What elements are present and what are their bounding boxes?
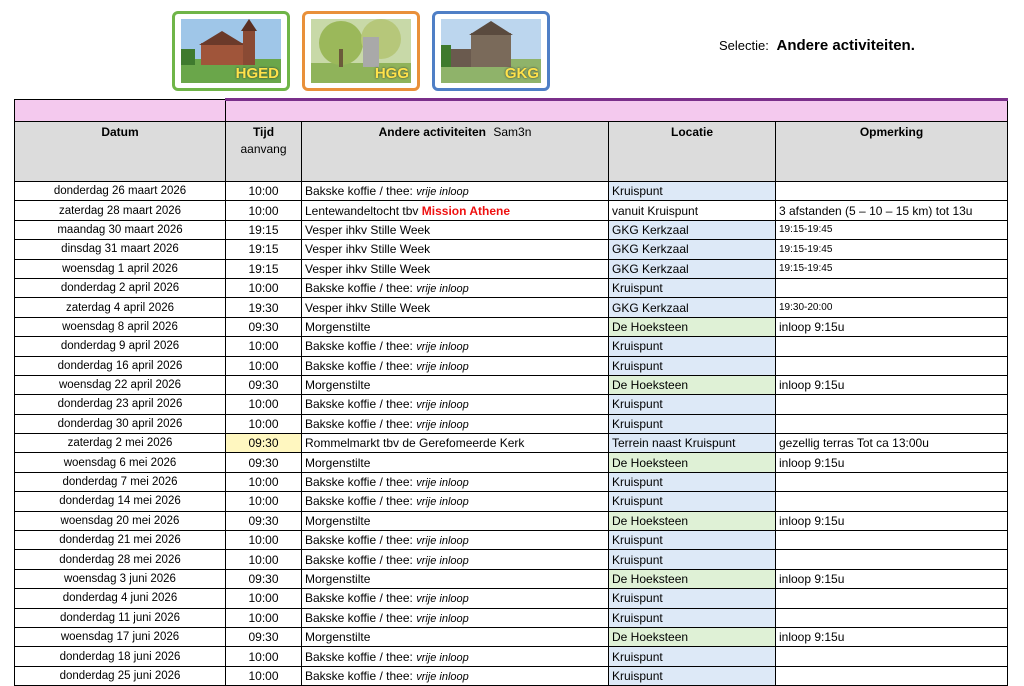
table-top-band — [15, 100, 1008, 122]
cell-time: 10:00 — [226, 666, 302, 685]
cell-activity — [302, 298, 609, 317]
cell-activity — [302, 647, 609, 666]
cell-remark — [776, 356, 1008, 375]
activity-text: Bakske koffie / thee: — [305, 552, 413, 567]
cell-location: GKG Kerkzaal — [609, 220, 776, 239]
cell-time: 19:15 — [226, 259, 302, 278]
activity-text: Bakske koffie / thee: — [305, 668, 413, 683]
cell-location: Terrein naast Kruispunt — [609, 434, 776, 453]
cell-location: De Hoeksteen — [609, 511, 776, 530]
table-row — [15, 589, 1008, 608]
cell-location: GKG Kerkzaal — [609, 298, 776, 317]
cell-date: donderdag 4 juni 2026 — [15, 589, 226, 608]
cell-activity — [302, 608, 609, 627]
cell-remark: inloop 9:15u — [776, 453, 1008, 472]
activity-text: Bakske koffie / thee: — [305, 358, 413, 373]
selection-indicator — [719, 37, 915, 54]
cell-remark: 3 afstanden (5 – 10 – 15 km) tot 13u — [776, 201, 1008, 220]
cell-date: woensdag 3 juni 2026 — [15, 569, 226, 588]
activity-text: Vesper ihkv Stille Week — [305, 300, 431, 315]
cell-time: 10:00 — [226, 608, 302, 627]
cell-location: Kruispunt — [609, 589, 776, 608]
activity-note: vrije inloop — [416, 554, 469, 567]
logo-label: HGG — [374, 65, 409, 82]
cell-location: vanuit Kruispunt — [609, 201, 776, 220]
logo-hged — [172, 11, 290, 91]
cell-time: 10:00 — [226, 472, 302, 491]
activity-text: Vesper ihkv Stille Week — [305, 261, 431, 276]
table-row — [15, 627, 1008, 646]
activity-text: Bakske koffie / thee: — [305, 591, 413, 606]
cell-activity — [302, 666, 609, 685]
table-row — [15, 395, 1008, 414]
activity-note: vrije inloop — [416, 283, 469, 296]
cell-location: De Hoeksteen — [609, 453, 776, 472]
cell-location: De Hoeksteen — [609, 317, 776, 336]
table-row — [15, 317, 1008, 336]
logo-label: HGED — [235, 65, 279, 82]
activity-text: Lentewandeltocht tbv — [305, 203, 419, 218]
cell-time: 19:15 — [226, 240, 302, 259]
cell-time: 09:30 — [226, 511, 302, 530]
cell-date: woensdag 6 mei 2026 — [15, 453, 226, 472]
activity-text: Rommelmarkt tbv de Gerefomeerde Kerk — [305, 436, 525, 451]
table-row — [15, 298, 1008, 317]
activity-text: Bakske koffie / thee: — [305, 494, 413, 509]
cell-date: donderdag 26 maart 2026 — [15, 182, 226, 201]
cell-activity — [302, 414, 609, 433]
cell-activity — [302, 569, 609, 588]
activity-highlight: Mission Athene — [421, 203, 510, 218]
cell-date: donderdag 16 april 2026 — [15, 356, 226, 375]
cell-location: Kruispunt — [609, 182, 776, 201]
cell-date: donderdag 30 april 2026 — [15, 414, 226, 433]
cell-time: 19:30 — [226, 298, 302, 317]
cell-location: Kruispunt — [609, 550, 776, 569]
cell-time: 10:00 — [226, 492, 302, 511]
cell-activity — [302, 550, 609, 569]
activities-table-wrapper — [14, 98, 1007, 686]
cell-remark: 19:15-19:45 — [776, 220, 1008, 239]
cell-location: Kruispunt — [609, 492, 776, 511]
cell-activity — [302, 589, 609, 608]
cell-remark: 19:15-19:45 — [776, 259, 1008, 278]
table-row — [15, 259, 1008, 278]
table-row — [15, 453, 1008, 472]
cell-activity — [302, 201, 609, 220]
cell-time: 09:30 — [226, 375, 302, 394]
cell-activity — [302, 453, 609, 472]
cell-remark — [776, 472, 1008, 491]
activity-text: Bakske koffie / thee: — [305, 475, 413, 490]
header-time — [226, 122, 302, 182]
cell-time: 10:00 — [226, 414, 302, 433]
activity-text: Vesper ihkv Stille Week — [305, 222, 431, 237]
activity-note: vrije inloop — [416, 477, 469, 490]
activity-note: vrije inloop — [416, 535, 469, 548]
cell-remark: inloop 9:15u — [776, 511, 1008, 530]
logo-hgg — [302, 11, 420, 91]
cell-time: 10:00 — [226, 531, 302, 550]
table-row — [15, 569, 1008, 588]
cell-date: zaterdag 2 mei 2026 — [15, 434, 226, 453]
cell-location: Kruispunt — [609, 395, 776, 414]
cell-time: 09:30 — [226, 434, 302, 453]
cell-activity — [302, 627, 609, 646]
table-row — [15, 472, 1008, 491]
cell-date: donderdag 11 juni 2026 — [15, 608, 226, 627]
cell-activity — [302, 240, 609, 259]
cell-time: 09:30 — [226, 627, 302, 646]
cell-date: maandag 30 maart 2026 — [15, 220, 226, 239]
table-row — [15, 511, 1008, 530]
cell-location: GKG Kerkzaal — [609, 259, 776, 278]
cell-time: 10:00 — [226, 356, 302, 375]
cell-date: donderdag 28 mei 2026 — [15, 550, 226, 569]
cell-activity — [302, 182, 609, 201]
cell-date: woensdag 1 april 2026 — [15, 259, 226, 278]
cell-location: Kruispunt — [609, 356, 776, 375]
activity-text: Bakske koffie / thee: — [305, 533, 413, 548]
cell-date: woensdag 17 juni 2026 — [15, 627, 226, 646]
cell-remark — [776, 492, 1008, 511]
activity-note: vrije inloop — [416, 612, 469, 625]
cell-activity — [302, 492, 609, 511]
activity-note: vrije inloop — [416, 341, 469, 354]
cell-location: Kruispunt — [609, 337, 776, 356]
table-row — [15, 375, 1008, 394]
cell-date: donderdag 18 juni 2026 — [15, 647, 226, 666]
cell-location: De Hoeksteen — [609, 375, 776, 394]
cell-date: donderdag 14 mei 2026 — [15, 492, 226, 511]
cell-date: donderdag 23 april 2026 — [15, 395, 226, 414]
activities-table — [14, 98, 1008, 686]
activity-note: vrije inloop — [416, 593, 469, 606]
cell-remark — [776, 666, 1008, 685]
cell-time: 10:00 — [226, 201, 302, 220]
cell-activity — [302, 220, 609, 239]
table-row — [15, 550, 1008, 569]
table-row — [15, 201, 1008, 220]
cell-remark — [776, 550, 1008, 569]
cell-remark: 19:30-20:00 — [776, 298, 1008, 317]
cell-activity — [302, 337, 609, 356]
activity-text: Bakske koffie / thee: — [305, 184, 413, 199]
table-row — [15, 356, 1008, 375]
header-location: Locatie — [609, 122, 776, 182]
cell-remark: inloop 9:15u — [776, 317, 1008, 336]
activity-note: vrije inloop — [416, 496, 469, 509]
logo-gkg — [432, 11, 550, 91]
cell-remark — [776, 589, 1008, 608]
cell-activity — [302, 472, 609, 491]
activity-text: Morgenstilte — [305, 455, 371, 470]
table-row — [15, 220, 1008, 239]
activity-note: vrije inloop — [416, 360, 469, 373]
cell-remark: inloop 9:15u — [776, 569, 1008, 588]
cell-location: Kruispunt — [609, 278, 776, 297]
cell-time: 09:30 — [226, 453, 302, 472]
cell-time: 10:00 — [226, 182, 302, 201]
header-activity-extra: Sam3n — [493, 125, 532, 139]
cell-time: 10:00 — [226, 550, 302, 569]
cell-location: Kruispunt — [609, 647, 776, 666]
logo-label: GKG — [504, 65, 539, 82]
cell-activity — [302, 259, 609, 278]
cell-location: Kruispunt — [609, 608, 776, 627]
cell-time: 09:30 — [226, 317, 302, 336]
cell-activity — [302, 511, 609, 530]
activity-text: Bakske koffie / thee: — [305, 339, 413, 354]
cell-remark — [776, 182, 1008, 201]
cell-activity — [302, 356, 609, 375]
table-row — [15, 608, 1008, 627]
table-row — [15, 434, 1008, 453]
activity-text: Bakske koffie / thee: — [305, 281, 413, 296]
cell-time: 19:15 — [226, 220, 302, 239]
activity-note: vrije inloop — [416, 651, 469, 664]
cell-time: 10:00 — [226, 337, 302, 356]
table-row — [15, 414, 1008, 433]
cell-date: woensdag 22 april 2026 — [15, 375, 226, 394]
band-cell — [15, 100, 226, 122]
header-remark: Opmerking — [776, 122, 1008, 182]
activity-text: Morgenstilte — [305, 630, 371, 645]
cell-remark — [776, 608, 1008, 627]
cell-remark — [776, 414, 1008, 433]
table-row — [15, 278, 1008, 297]
header-activity-label: Andere activiteiten — [378, 125, 486, 139]
cell-remark — [776, 337, 1008, 356]
cell-time: 10:00 — [226, 395, 302, 414]
selection-value: Andere activiteiten. — [776, 37, 915, 54]
table-row — [15, 647, 1008, 666]
cell-date: donderdag 9 april 2026 — [15, 337, 226, 356]
cell-time: 10:00 — [226, 647, 302, 666]
cell-location: De Hoeksteen — [609, 627, 776, 646]
cell-activity — [302, 278, 609, 297]
selection-label: Selectie: — [719, 38, 769, 53]
header-date: Datum — [15, 122, 226, 182]
cell-remark — [776, 647, 1008, 666]
header-time-sub: aanvang — [240, 142, 287, 156]
cell-activity — [302, 434, 609, 453]
cell-time: 10:00 — [226, 278, 302, 297]
table-row — [15, 531, 1008, 550]
cell-date: donderdag 25 juni 2026 — [15, 666, 226, 685]
cell-remark — [776, 531, 1008, 550]
cell-date: donderdag 7 mei 2026 — [15, 472, 226, 491]
table-header-row — [15, 122, 1008, 182]
cell-time: 09:30 — [226, 569, 302, 588]
cell-activity — [302, 531, 609, 550]
cell-date: zaterdag 4 april 2026 — [15, 298, 226, 317]
activity-note: vrije inloop — [416, 399, 469, 412]
cell-remark: inloop 9:15u — [776, 627, 1008, 646]
cell-remark — [776, 278, 1008, 297]
table-row — [15, 666, 1008, 685]
cell-date: donderdag 2 april 2026 — [15, 278, 226, 297]
activity-text: Morgenstilte — [305, 378, 371, 393]
activity-text: Bakske koffie / thee: — [305, 416, 413, 431]
activity-note: vrije inloop — [416, 670, 469, 683]
cell-location: Kruispunt — [609, 666, 776, 685]
header-activity — [302, 122, 609, 182]
cell-remark: 19:15-19:45 — [776, 240, 1008, 259]
activity-text: Bakske koffie / thee: — [305, 610, 413, 625]
activity-text: Vesper ihkv Stille Week — [305, 242, 431, 257]
cell-location: Kruispunt — [609, 414, 776, 433]
cell-date: dinsdag 31 maart 2026 — [15, 240, 226, 259]
activity-note: vrije inloop — [416, 186, 469, 199]
activity-text: Bakske koffie / thee: — [305, 649, 413, 664]
cell-date: woensdag 20 mei 2026 — [15, 511, 226, 530]
band-cell — [226, 100, 1008, 122]
table-row — [15, 337, 1008, 356]
table-row — [15, 240, 1008, 259]
header-time-label: Tijd — [252, 125, 275, 139]
activity-text: Morgenstilte — [305, 319, 371, 334]
cell-location: Kruispunt — [609, 472, 776, 491]
activity-note: vrije inloop — [416, 418, 469, 431]
activity-text: Morgenstilte — [305, 513, 371, 528]
cell-activity — [302, 317, 609, 336]
activity-text: Bakske koffie / thee: — [305, 397, 413, 412]
cell-time: 10:00 — [226, 589, 302, 608]
cell-date: woensdag 8 april 2026 — [15, 317, 226, 336]
cell-location: GKG Kerkzaal — [609, 240, 776, 259]
cell-remark — [776, 395, 1008, 414]
cell-remark: inloop 9:15u — [776, 375, 1008, 394]
cell-activity — [302, 395, 609, 414]
cell-date: zaterdag 28 maart 2026 — [15, 201, 226, 220]
activity-text: Morgenstilte — [305, 572, 371, 586]
table-row — [15, 182, 1008, 201]
cell-date: donderdag 21 mei 2026 — [15, 531, 226, 550]
cell-location: Kruispunt — [609, 531, 776, 550]
table-row — [15, 492, 1008, 511]
cell-activity — [302, 375, 609, 394]
cell-remark: gezellig terras Tot ca 13:00u — [776, 434, 1008, 453]
cell-location: De Hoeksteen — [609, 569, 776, 588]
